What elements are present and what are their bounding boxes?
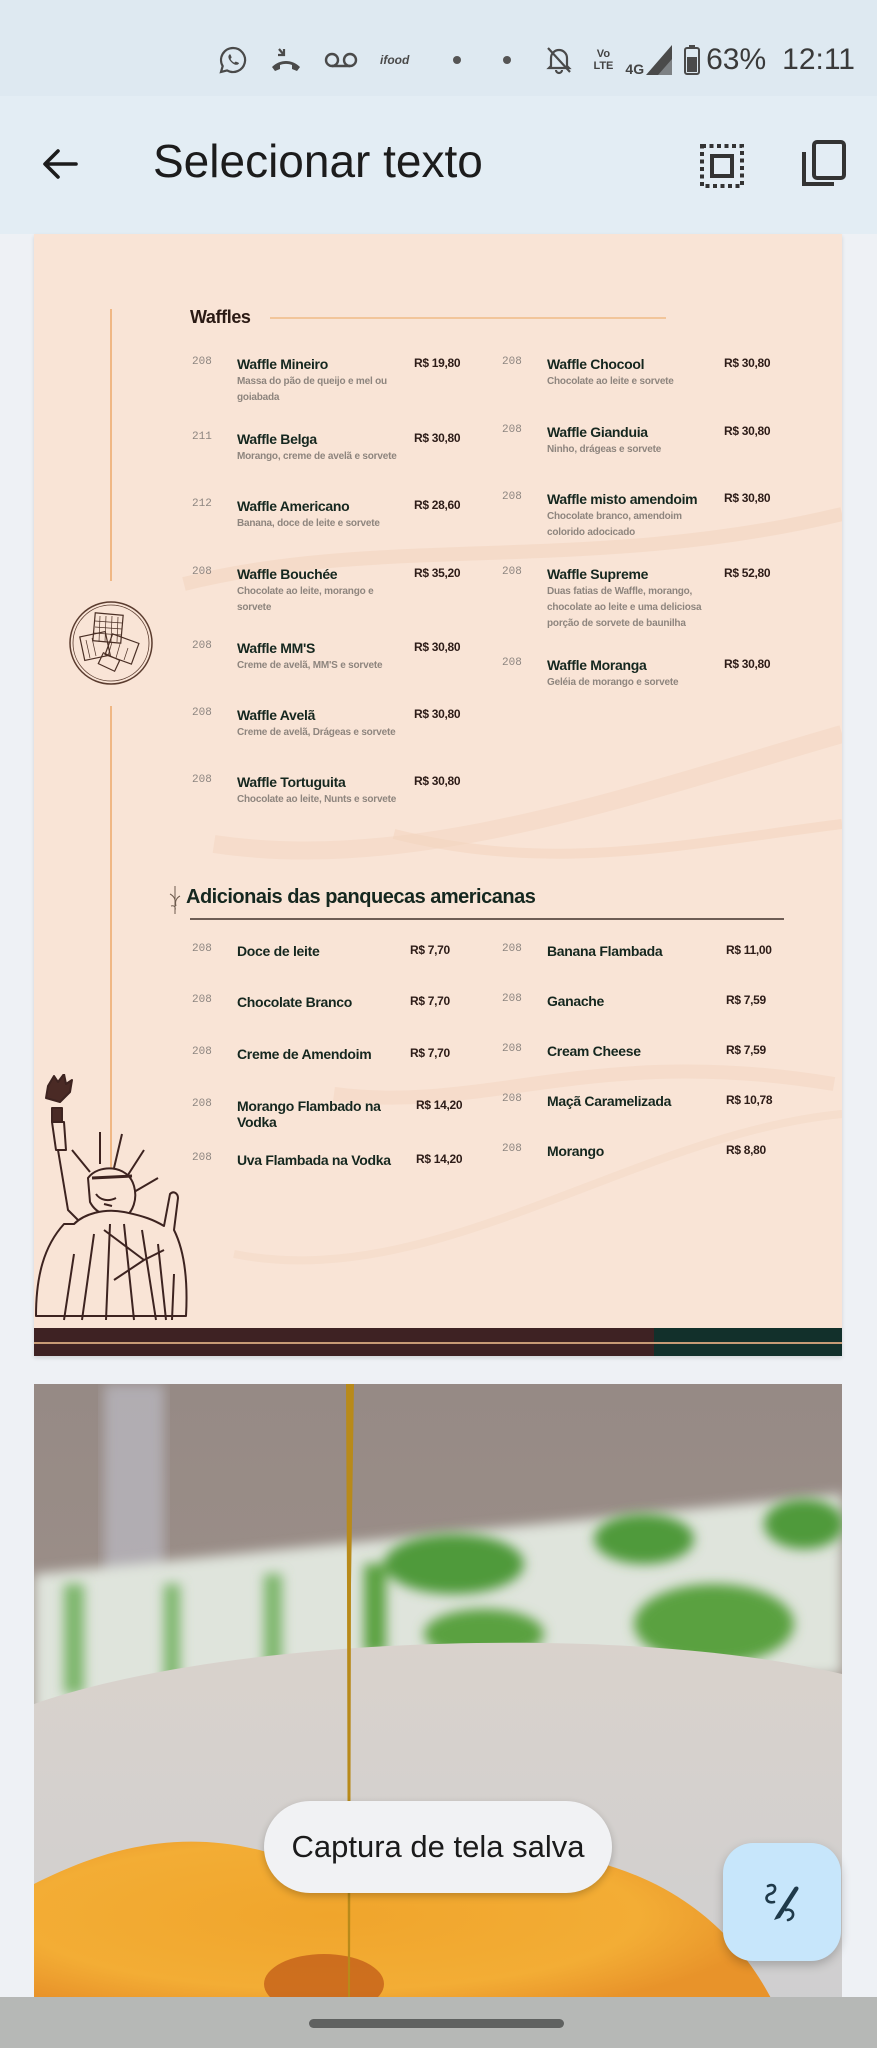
item-name: Banana Flambada: [547, 943, 663, 959]
battery-percent: 63%: [706, 43, 767, 76]
item-price: R$ 7,59: [726, 993, 766, 1007]
section-title-waffles: Waffles: [190, 307, 251, 327]
status-bar: [0, 0, 877, 96]
select-all-icon: [696, 140, 748, 192]
app-bar: [0, 96, 877, 234]
item-price: R$ 19,80: [414, 356, 461, 370]
item-description: Ninho, drágeas e sorvete: [547, 444, 662, 455]
item-price: R$ 30,80: [414, 431, 461, 445]
4g-signal-icon: 4G: [625, 45, 672, 75]
item-name: Chocolate Branco: [237, 994, 352, 1010]
item-price: R$ 30,80: [414, 707, 461, 721]
voicemail-icon: [324, 50, 358, 70]
item-price: R$ 11,00: [726, 943, 772, 957]
volte-icon: Vo LTE: [593, 48, 614, 72]
item-name: Waffle Chocool: [547, 356, 645, 372]
notification-icons: [218, 42, 461, 78]
item-name: Waffle Avelã: [237, 707, 316, 723]
item-name: Cream Cheese: [547, 1043, 641, 1059]
item-description: Massa do pão de queijo e mel ou goiabada: [237, 376, 387, 403]
item-name: Waffle Bouchée: [237, 566, 338, 582]
item-name: Waffle Moranga: [547, 657, 647, 673]
item-name: Uva Flambada na Vodka: [237, 1152, 391, 1168]
whatsapp-icon: [218, 45, 248, 75]
item-code: 208: [192, 1046, 212, 1058]
back-button[interactable]: [36, 140, 84, 188]
item-name: Waffle Belga: [237, 431, 317, 447]
section-title-rule: [270, 317, 666, 319]
page-title: Selecionar texto: [153, 135, 483, 187]
fleuron-ornament-icon: [168, 884, 182, 916]
item-price: R$ 30,80: [724, 657, 771, 671]
item-code: 208: [192, 640, 212, 652]
dot-icon: [453, 56, 461, 64]
item-price: R$ 30,80: [724, 491, 771, 505]
item-description: Duas fatias de Waffle, morango, chocolate ao leite e uma deliciosa porção de sorvete de baunilha: [547, 586, 702, 629]
screenshot-saved-toast: Captura de tela salva: [264, 1801, 612, 1893]
item-description: Morango, creme de avelã e sorvete: [237, 451, 397, 462]
item-description: Chocolate ao leite, morango e sorvete: [237, 586, 374, 613]
item-code: 208: [192, 1098, 212, 1110]
arrow-left-icon: [36, 140, 84, 188]
item-price: R$ 35,20: [414, 566, 461, 580]
item-code: 208: [192, 356, 212, 368]
item-code: 208: [502, 566, 522, 578]
menu-page: [34, 234, 842, 1356]
item-name: Waffle Gianduia: [547, 424, 648, 440]
item-code: 211: [192, 431, 212, 443]
footer-band: [34, 1328, 842, 1356]
bell-off-icon: [545, 45, 573, 75]
gesture-nav-bar: [0, 1997, 877, 2048]
section-title-adicionais: Adicionais das panquecas americanas: [186, 886, 536, 908]
item-price: R$ 8,80: [726, 1143, 766, 1157]
item-code: 212: [192, 498, 212, 510]
home-gesture-handle[interactable]: [309, 2019, 564, 2028]
item-name: Waffle Tortuguita: [237, 774, 346, 790]
item-name: Waffle Supreme: [547, 566, 649, 582]
item-name: Creme de Amendoim: [237, 1046, 372, 1062]
item-description: Banana, doce de leite e sorvete: [237, 518, 380, 529]
item-price: R$ 7,70: [410, 943, 450, 957]
copy-button[interactable]: [796, 136, 852, 192]
edit-pen-icon: [762, 1880, 802, 1924]
waffle-syrup-photo: [34, 1384, 842, 2004]
item-name: Maçã Caramelizada: [547, 1093, 672, 1109]
item-code: 208: [502, 1043, 522, 1055]
battery-icon: [684, 45, 700, 75]
item-code: 208: [502, 993, 522, 1005]
item-name: Doce de leite: [237, 943, 320, 959]
clock: 12:11: [782, 43, 855, 76]
select-all-button[interactable]: [696, 140, 748, 192]
footer-band-stripe: [34, 1342, 842, 1344]
item-code: 208: [502, 491, 522, 503]
item-name: Ganache: [547, 993, 605, 1009]
item-name: Morango Flambado na Vodka: [237, 1098, 381, 1130]
item-price: R$ 14,20: [416, 1152, 463, 1166]
item-description: Chocolate ao leite e sorvete: [547, 376, 674, 387]
section-title-rule: [190, 918, 784, 920]
item-price: R$ 30,80: [414, 774, 461, 788]
ifood-icon: ifood: [380, 53, 410, 67]
item-price: R$ 28,60: [414, 498, 461, 512]
item-price: R$ 52,80: [724, 566, 771, 580]
item-code: 208: [502, 657, 522, 669]
edit-fab-button[interactable]: [723, 1843, 841, 1961]
system-icons: [503, 42, 855, 78]
waffle-plate-icon: [68, 600, 154, 686]
item-code: 208: [502, 1093, 522, 1105]
item-code: 208: [502, 943, 522, 955]
item-price: R$ 7,70: [410, 1046, 450, 1060]
item-code: 208: [192, 707, 212, 719]
item-code: 208: [192, 943, 212, 955]
food-photo: [34, 1384, 842, 2004]
item-description: Chocolate branco, amendoim colorido adocicado: [547, 511, 682, 538]
decorative-side-line: [110, 309, 112, 581]
item-name: Waffle MM'S: [237, 640, 316, 656]
item-code: 208: [192, 1152, 212, 1164]
item-code: 208: [192, 774, 212, 786]
item-name: Waffle Mineiro: [237, 356, 328, 372]
item-code: 208: [502, 1143, 522, 1155]
item-code: 208: [502, 424, 522, 436]
item-price: R$ 7,70: [410, 994, 450, 1008]
item-name: Waffle Americano: [237, 498, 350, 514]
item-price: R$ 14,20: [416, 1098, 463, 1112]
item-name: Waffle misto amendoim: [547, 491, 698, 507]
copy-icon: [796, 136, 852, 192]
item-price: R$ 30,80: [724, 424, 771, 438]
item-code: 208: [502, 356, 522, 368]
item-name: Morango: [547, 1143, 605, 1159]
item-price: R$ 30,80: [724, 356, 771, 370]
item-description: Chocolate ao leite, Nunts e sorvete: [237, 794, 397, 805]
item-description: Geléia de morango e sorvete: [547, 677, 679, 688]
item-price: R$ 10,78: [726, 1093, 773, 1107]
item-code: 208: [192, 566, 212, 578]
item-description: Creme de avelã, MM'S e sorvete: [237, 660, 383, 671]
item-price: R$ 7,59: [726, 1043, 766, 1057]
item-description: Creme de avelã, Drágeas e sorvete: [237, 727, 396, 738]
missed-call-icon: [270, 45, 302, 75]
dot-icon: [503, 56, 511, 64]
item-price: R$ 30,80: [414, 640, 461, 654]
item-code: 208: [192, 994, 212, 1006]
statue-of-liberty-illustration: [34, 1074, 204, 1324]
